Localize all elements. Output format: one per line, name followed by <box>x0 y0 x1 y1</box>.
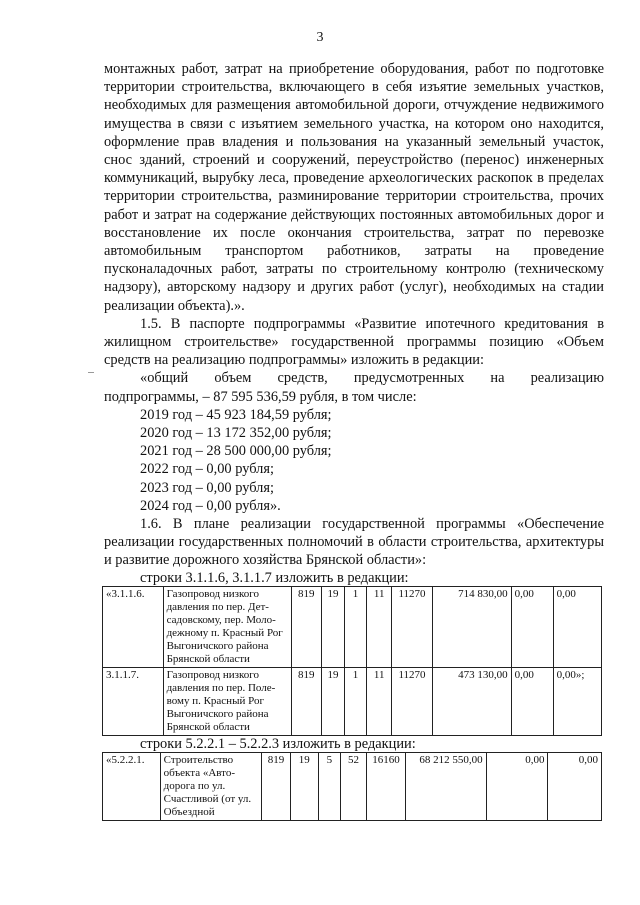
object-name: Строительство объекта «Авто-дорога по ул. Счастливой (от ул. Объездной <box>160 752 262 820</box>
cell-code: 5 <box>318 752 340 820</box>
cell-code: 19 <box>290 752 318 820</box>
object-name: Газопровод низкого давления по пер. Дет-садовскому, пер. Моло-дежному п. Красный Рог Выгоничского района Брянской области <box>163 586 291 667</box>
year-line: 2022 год – 0,00 рубля; <box>140 461 274 478</box>
year-line: 2024 год – 0,00 рубля». <box>140 497 281 514</box>
cell-value: 0,00 <box>553 586 601 667</box>
page-number: 3 <box>316 30 324 45</box>
row-number: «3.1.1.6. <box>103 586 164 667</box>
table2-label: строки 5.2.2.1 – 5.2.2.3 изложить в редакции: <box>140 735 416 752</box>
cell-code: 16160 <box>367 752 406 820</box>
cell-code: 819 <box>291 586 321 667</box>
quote-start: «общий объем средств, предусмотренных на реализацию <box>140 370 604 387</box>
cell-code: 52 <box>340 752 366 820</box>
year-line: 2020 год – 13 172 352,00 рубля; <box>140 425 332 442</box>
cell-amount: 714 830,00 <box>432 586 511 667</box>
quote-rest: подпрограммы, – 87 595 536,59 рубля, в том числе: <box>104 388 417 405</box>
paragraph-1-5: 1.5. В паспорте подпрограммы «Развитие ипотечного кредитования в жилищном строительстве» государственной программы позицию «Объем средств на реализацию подпрограммы» изложить в редакции: <box>104 315 604 369</box>
table-row <box>103 586 602 667</box>
table-row <box>103 667 602 735</box>
cell-code: 11 <box>366 586 392 667</box>
cell-code: 819 <box>262 752 290 820</box>
document-body <box>104 60 604 821</box>
table-rows-3-1-1 <box>102 586 602 736</box>
year-line: 2019 год – 45 923 184,59 рубля; <box>140 406 332 423</box>
row-number: 3.1.1.7. <box>103 667 164 735</box>
margin-mark <box>88 372 94 373</box>
cell-value: 0,00 <box>548 752 602 820</box>
paragraph-continuation: монтажных работ, затрат на приобретение оборудования, работ по подготовке территории строительства, включающего в себя изъятие земельных участков, необходимых для размещения автомобильной дороги, отчуждение недвижимого имущества в связи с изъятием земельного участка, на котором оно находится, оформление прав владения и пользования на указанный земельный участок, снос зданий, строений и сооружений, переустройство (перенос) инженерных коммуникаций, вырубку леса, проведение археологических раскопок в пределах территории строительства, разминирование территории строительства, прочих работ и затрат на содержание действующих постоянных автомобильных дорог и восстановление их после окончания строительства, затрат по перевозке автомобильным транспортом работников, затраты на проведение пусконаладочных работ, затраты по строительному контролю (техническому надзору), авторскому надзору и других работ (услуг), необходимых на стадии реализации объекта).». <box>104 61 604 314</box>
cell-code: 1 <box>345 667 367 735</box>
cell-code: 819 <box>291 667 321 735</box>
cell-value: 0,00»; <box>553 667 601 735</box>
year-line: 2021 год – 28 500 000,00 рубля; <box>140 443 332 460</box>
cell-code: 11 <box>366 667 392 735</box>
object-name: Газопровод низкого давления по пер. Поле-вому п. Красный Рог Выгоничского района Брянской области <box>163 667 291 735</box>
cell-code: 1 <box>345 586 367 667</box>
cell-amount: 68 212 550,00 <box>405 752 486 820</box>
cell-code: 11270 <box>392 667 432 735</box>
paragraph-1-6: 1.6. В плане реализации государственной программы «Обеспечение реализации государственных полномочий в области строительства, архитектуры и развитие дорожного хозяйства Брянской области»: <box>104 516 604 569</box>
cell-value: 0,00 <box>511 667 553 735</box>
cell-code: 19 <box>321 667 345 735</box>
year-line: 2023 год – 0,00 рубля; <box>140 479 274 496</box>
cell-value: 0,00 <box>486 752 548 820</box>
cell-value: 0,00 <box>511 586 553 667</box>
cell-code: 11270 <box>392 586 432 667</box>
table-rows-5-2-2 <box>102 752 602 821</box>
table-row <box>103 752 602 820</box>
table1-label: строки 3.1.1.6, 3.1.1.7 изложить в редакции: <box>140 569 409 586</box>
row-number: «5.2.2.1. <box>103 752 161 820</box>
cell-code: 19 <box>321 586 345 667</box>
cell-amount: 473 130,00 <box>432 667 511 735</box>
